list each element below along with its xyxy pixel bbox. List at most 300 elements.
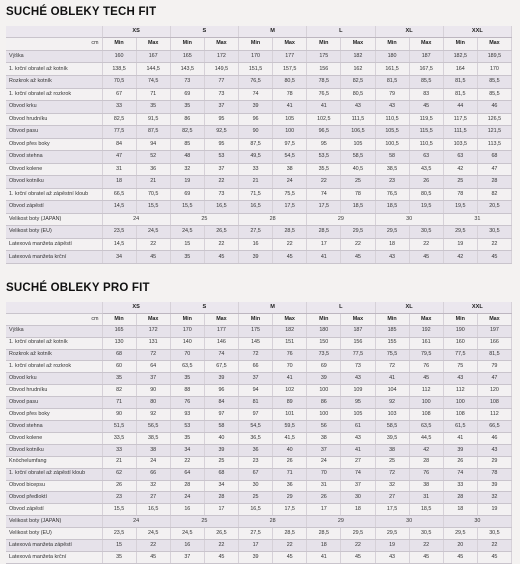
cell-value: 103 (375, 409, 409, 421)
cell-value: 85 (170, 138, 204, 151)
cell-value: 131 (136, 337, 170, 349)
cell-value: 71 (136, 88, 170, 101)
cell-value: 100 (307, 409, 341, 421)
cell-value: 71 (273, 468, 307, 480)
table-row (6, 126, 512, 139)
min-heading: Min (239, 313, 273, 325)
cell-value: 58,5 (341, 151, 375, 164)
cell-value: 26 (443, 456, 477, 468)
cell-value: 18 (443, 504, 477, 516)
cell-value: 105 (341, 138, 375, 151)
cell-value: 38 (136, 444, 170, 456)
cell-value: 45 (204, 551, 238, 563)
cell-value: 162 (341, 63, 375, 76)
cell-value: 117,5 (443, 113, 477, 126)
cell-value: 102 (273, 385, 307, 397)
cell-value: 26 (102, 480, 136, 492)
size-heading: XS (102, 302, 170, 313)
cell-value: 26 (273, 456, 307, 468)
cell-value: 21 (239, 176, 273, 189)
cell-value: 187 (341, 325, 375, 337)
cell-value: 149,5 (204, 63, 238, 76)
cell-value: 18,5 (409, 504, 443, 516)
cell-value: 81,5 (477, 349, 511, 361)
size-heading: S (170, 302, 238, 313)
min-heading: Min (443, 313, 477, 325)
cell-value: 38 (273, 163, 307, 176)
max-heading: Max (477, 38, 511, 51)
cell-value: 88 (170, 385, 204, 397)
cell-value: 109 (341, 385, 375, 397)
cell-value: 95 (204, 138, 238, 151)
cell-value: 68 (102, 349, 136, 361)
table-row (6, 188, 512, 201)
size-heading: L (307, 26, 375, 38)
cell-value: 105 (273, 113, 307, 126)
cell-value: 77,5 (341, 349, 375, 361)
cell-value: 19 (443, 238, 477, 251)
cell-value: 112 (477, 409, 511, 421)
cell-value: 22 (170, 456, 204, 468)
cell-value: 157,5 (273, 63, 307, 76)
size-heading: XL (375, 26, 443, 38)
table-row (6, 337, 512, 349)
cell-value: 43 (341, 373, 375, 385)
table-row (6, 361, 512, 373)
cell-value: 21 (136, 176, 170, 189)
table-row (6, 213, 512, 226)
table-row (6, 251, 512, 264)
cell-value: 77,5 (443, 349, 477, 361)
cell-value: 22 (409, 540, 443, 552)
cell-value: 17 (307, 238, 341, 251)
cell-value: 94 (239, 385, 273, 397)
table-row (6, 349, 512, 361)
table-row (6, 76, 512, 89)
table-row (6, 528, 512, 540)
cell-value: 81,5 (375, 76, 409, 89)
cell-value: 28 (239, 516, 307, 528)
table-row (6, 138, 512, 151)
cell-value: 161,5 (375, 63, 409, 76)
cell-value: 85,5 (477, 88, 511, 101)
row-label: Obvod krku (6, 101, 102, 114)
cell-value: 72 (375, 361, 409, 373)
cell-value: 22 (204, 540, 238, 552)
cell-value: 160 (443, 337, 477, 349)
cell-value: 108 (477, 397, 511, 409)
size-header-row (6, 26, 512, 38)
cell-value: 81,5 (443, 88, 477, 101)
cell-value: 17,5 (375, 504, 409, 516)
cell-value: 22 (477, 540, 511, 552)
cell-value: 37 (204, 163, 238, 176)
cell-value: 32 (170, 163, 204, 176)
row-label: Obvod stehna (6, 151, 102, 164)
row-label: Obvod zápěstí (6, 201, 102, 214)
cell-value: 27 (136, 492, 170, 504)
cell-value: 43,5 (409, 163, 443, 176)
cell-value: 31 (443, 213, 511, 226)
cell-value: 26 (409, 176, 443, 189)
cell-value: 73 (341, 361, 375, 373)
cell-value: 80,5 (341, 88, 375, 101)
cell-value: 17 (204, 504, 238, 516)
cell-value: 24 (136, 456, 170, 468)
cell-value: 41 (273, 373, 307, 385)
row-label: Obvod přes boky (6, 409, 102, 421)
row-label: Obvod kolene (6, 432, 102, 444)
row-label: Obvod pasu (6, 126, 102, 139)
table-row (6, 480, 512, 492)
cell-value: 170 (239, 50, 273, 63)
cell-value: 151,5 (239, 63, 273, 76)
cell-value: 28 (477, 176, 511, 189)
cell-value: 66,5 (102, 188, 136, 201)
cell-value: 43 (443, 373, 477, 385)
cell-value: 170 (477, 63, 511, 76)
row-label: Obvod kotníku (6, 176, 102, 189)
size-header-row (6, 302, 512, 313)
cell-value: 106,5 (341, 126, 375, 139)
cell-value: 72 (375, 468, 409, 480)
cell-value: 110,5 (409, 138, 443, 151)
cell-value: 151 (273, 337, 307, 349)
cell-value: 27 (341, 456, 375, 468)
cell-value: 45 (409, 373, 443, 385)
min-heading: Min (307, 313, 341, 325)
size-heading: XS (102, 26, 170, 38)
cell-value: 22 (409, 238, 443, 251)
cell-value: 25 (170, 516, 238, 528)
cell-value: 53 (204, 151, 238, 164)
max-heading: Max (273, 38, 307, 51)
table-row (6, 176, 512, 189)
cell-value: 29 (307, 213, 375, 226)
cell-value: 39 (443, 444, 477, 456)
cell-value: 38 (409, 480, 443, 492)
cell-value: 74 (307, 188, 341, 201)
cell-value: 166 (477, 337, 511, 349)
cell-value: 146 (204, 337, 238, 349)
cell-value: 38,5 (136, 432, 170, 444)
cell-value: 28,5 (307, 528, 341, 540)
min-heading: Min (375, 38, 409, 51)
cell-value: 189,5 (477, 50, 511, 63)
cell-value: 97 (204, 409, 238, 421)
cell-value: 35 (170, 432, 204, 444)
cell-value: 170 (170, 325, 204, 337)
cell-value: 164 (443, 63, 477, 76)
max-heading: Max (341, 313, 375, 325)
table-row (6, 50, 512, 63)
cell-value: 111,5 (341, 113, 375, 126)
row-label: Obvod pasu (6, 397, 102, 409)
cell-value: 73 (204, 188, 238, 201)
cell-value: 32 (375, 480, 409, 492)
cell-value: 39 (239, 251, 273, 264)
minmax-header-row (6, 38, 512, 51)
cell-value: 45 (341, 251, 375, 264)
cell-value: 80,5 (273, 76, 307, 89)
cell-value: 74 (443, 468, 477, 480)
cell-value: 47 (477, 163, 511, 176)
cell-value: 70 (170, 349, 204, 361)
cell-value: 45 (136, 251, 170, 264)
cell-value: 78 (273, 88, 307, 101)
cell-value: 67 (102, 88, 136, 101)
cell-value: 76 (409, 361, 443, 373)
cell-value: 97 (239, 409, 273, 421)
cell-value: 59,5 (273, 420, 307, 432)
cell-value: 156 (307, 63, 341, 76)
cell-value: 90 (239, 126, 273, 139)
cell-value: 180 (375, 50, 409, 63)
cell-value: 84 (102, 138, 136, 151)
cell-value: 72 (136, 349, 170, 361)
cell-value: 41,5 (273, 432, 307, 444)
cell-value: 92 (375, 397, 409, 409)
cell-value: 155 (375, 337, 409, 349)
cell-value: 85,5 (477, 76, 511, 89)
max-heading: Max (477, 313, 511, 325)
table-row (6, 456, 512, 468)
cell-value: 39 (204, 444, 238, 456)
row-label: Obvod krku (6, 373, 102, 385)
cell-value: 192 (409, 325, 443, 337)
cell-value: 30,5 (409, 528, 443, 540)
cell-value: 29 (307, 516, 375, 528)
cell-value: 100 (443, 397, 477, 409)
cell-value: 30,5 (477, 226, 511, 239)
cell-value: 64 (136, 361, 170, 373)
cell-value: 28 (409, 456, 443, 468)
cell-value: 66,5 (477, 420, 511, 432)
cell-value: 33 (102, 444, 136, 456)
cell-value: 96 (239, 113, 273, 126)
cell-value: 78 (477, 468, 511, 480)
cell-value: 41 (307, 251, 341, 264)
cell-value: 23 (239, 456, 273, 468)
cell-value: 113,5 (477, 138, 511, 151)
cell-value: 156 (341, 337, 375, 349)
cell-value: 73,5 (307, 349, 341, 361)
cell-value: 41 (443, 432, 477, 444)
cell-value: 76,5 (375, 188, 409, 201)
cell-value: 74,5 (136, 76, 170, 89)
cell-value: 42 (409, 444, 443, 456)
cell-value: 16,5 (136, 504, 170, 516)
cell-value: 87,5 (239, 138, 273, 151)
cell-value: 78,5 (307, 76, 341, 89)
table-row (6, 201, 512, 214)
cell-value: 115,5 (409, 126, 443, 139)
cell-value: 24 (170, 492, 204, 504)
cell-value: 95 (341, 397, 375, 409)
cell-value: 63 (409, 151, 443, 164)
cell-value: 16 (170, 504, 204, 516)
cell-value: 21 (102, 456, 136, 468)
size-heading: S (170, 26, 238, 38)
cell-value: 29 (273, 492, 307, 504)
cell-value: 48 (170, 151, 204, 164)
min-heading: Min (443, 38, 477, 51)
cell-value: 82,5 (170, 126, 204, 139)
cell-value: 43 (341, 432, 375, 444)
cell-value: 23 (375, 176, 409, 189)
cell-value: 41 (307, 551, 341, 563)
cell-value: 22 (273, 540, 307, 552)
cell-value: 37 (204, 101, 238, 114)
cell-value: 29,5 (341, 226, 375, 239)
cell-value: 52 (136, 151, 170, 164)
cell-value: 28 (239, 213, 307, 226)
cell-value: 76 (273, 349, 307, 361)
cell-value: 105 (341, 409, 375, 421)
row-label: Obvod kolene (6, 163, 102, 176)
size-heading: XXL (443, 302, 511, 313)
row-label: Velikost boty (EU) (6, 226, 102, 239)
cell-value: 35 (170, 373, 204, 385)
cell-value: 187 (409, 50, 443, 63)
cell-value: 61 (341, 420, 375, 432)
row-label: Obvod kotníku (6, 444, 102, 456)
cell-value: 22 (136, 540, 170, 552)
cell-value: 14,5 (102, 238, 136, 251)
cell-value: 45 (204, 251, 238, 264)
cell-value: 17 (307, 504, 341, 516)
cell-value: 19 (477, 504, 511, 516)
cell-value: 27,5 (239, 226, 273, 239)
cell-value: 30 (239, 480, 273, 492)
cell-value: 76 (409, 468, 443, 480)
cell-value: 108 (409, 409, 443, 421)
cell-value: 42 (443, 251, 477, 264)
corner-cell (6, 26, 102, 38)
cell-value: 41 (341, 444, 375, 456)
row-label: 1. krční obratel až rozkrok (6, 88, 102, 101)
cell-value: 22 (341, 540, 375, 552)
cell-value: 43 (341, 101, 375, 114)
corner-cell (6, 302, 102, 313)
row-label: Knöchelumfang (6, 456, 102, 468)
cell-value: 100 (273, 126, 307, 139)
cell-value: 17,5 (273, 201, 307, 214)
cell-value: 45 (273, 251, 307, 264)
cell-value: 69 (170, 88, 204, 101)
cell-value: 160 (102, 50, 136, 63)
cell-value: 126,5 (477, 113, 511, 126)
cell-value: 144,5 (136, 63, 170, 76)
cell-value: 111,5 (443, 126, 477, 139)
cell-value: 66 (239, 361, 273, 373)
row-label: Obvod stehna (6, 420, 102, 432)
cell-value: 24 (307, 456, 341, 468)
cell-value: 33 (239, 163, 273, 176)
min-heading: Min (170, 313, 204, 325)
cell-value: 43 (375, 101, 409, 114)
cell-value: 24 (102, 213, 170, 226)
cell-value: 16,5 (239, 201, 273, 214)
cell-value: 38 (307, 432, 341, 444)
cell-value: 45 (136, 551, 170, 563)
row-label: 1. krční obratel až rozkrok (6, 361, 102, 373)
cell-value: 121,5 (477, 126, 511, 139)
cell-value: 16,5 (239, 504, 273, 516)
table-row (6, 444, 512, 456)
cell-value: 58 (375, 151, 409, 164)
cell-value: 197 (477, 325, 511, 337)
row-label: Obvod přes boky (6, 138, 102, 151)
cell-value: 34 (204, 480, 238, 492)
cell-value: 81 (239, 397, 273, 409)
cell-value: 26,5 (204, 528, 238, 540)
cell-value: 86 (170, 113, 204, 126)
cell-value: 40 (273, 444, 307, 456)
cell-value: 19,5 (409, 201, 443, 214)
cell-value: 39 (204, 373, 238, 385)
cell-value: 34 (170, 444, 204, 456)
cell-value: 190 (443, 325, 477, 337)
table-row (6, 492, 512, 504)
cell-value: 56,5 (136, 420, 170, 432)
cell-value: 43 (375, 251, 409, 264)
cell-value: 39 (477, 480, 511, 492)
cell-value: 17 (239, 540, 273, 552)
row-label: Rozkrok až kotník (6, 76, 102, 89)
cell-value: 16,5 (204, 201, 238, 214)
cell-value: 22 (204, 238, 238, 251)
table-row (6, 63, 512, 76)
cell-value: 45 (443, 551, 477, 563)
cell-value: 29,5 (375, 226, 409, 239)
max-heading: Max (409, 313, 443, 325)
cell-value: 71 (102, 397, 136, 409)
cell-value: 165 (102, 325, 136, 337)
cell-value: 27,5 (239, 528, 273, 540)
table-row (6, 551, 512, 563)
cell-value: 25 (239, 492, 273, 504)
cell-value: 37 (136, 373, 170, 385)
cell-value: 96 (204, 385, 238, 397)
size-heading: XL (375, 302, 443, 313)
cell-value: 177 (204, 325, 238, 337)
cell-value: 19,5 (443, 201, 477, 214)
cell-value: 39,5 (375, 432, 409, 444)
cell-value: 53,5 (307, 151, 341, 164)
size-heading: XXL (443, 26, 511, 38)
cell-value: 24,5 (136, 226, 170, 239)
table-row (6, 385, 512, 397)
cell-value: 41 (307, 101, 341, 114)
cell-value: 79 (477, 361, 511, 373)
cell-value: 91,5 (136, 113, 170, 126)
cell-value: 37 (239, 373, 273, 385)
cell-value: 71,5 (239, 188, 273, 201)
cell-value: 25 (204, 456, 238, 468)
cell-value: 30,5 (477, 528, 511, 540)
cell-value: 16 (239, 238, 273, 251)
cell-value: 44 (443, 101, 477, 114)
cell-value: 28 (443, 492, 477, 504)
cell-value: 130 (102, 337, 136, 349)
row-label: Obvod zápěstí (6, 504, 102, 516)
cell-value: 175 (307, 50, 341, 63)
cell-value: 82 (477, 188, 511, 201)
unit-label: cm (6, 38, 102, 51)
cell-value: 44,5 (409, 432, 443, 444)
cell-value: 150 (307, 337, 341, 349)
